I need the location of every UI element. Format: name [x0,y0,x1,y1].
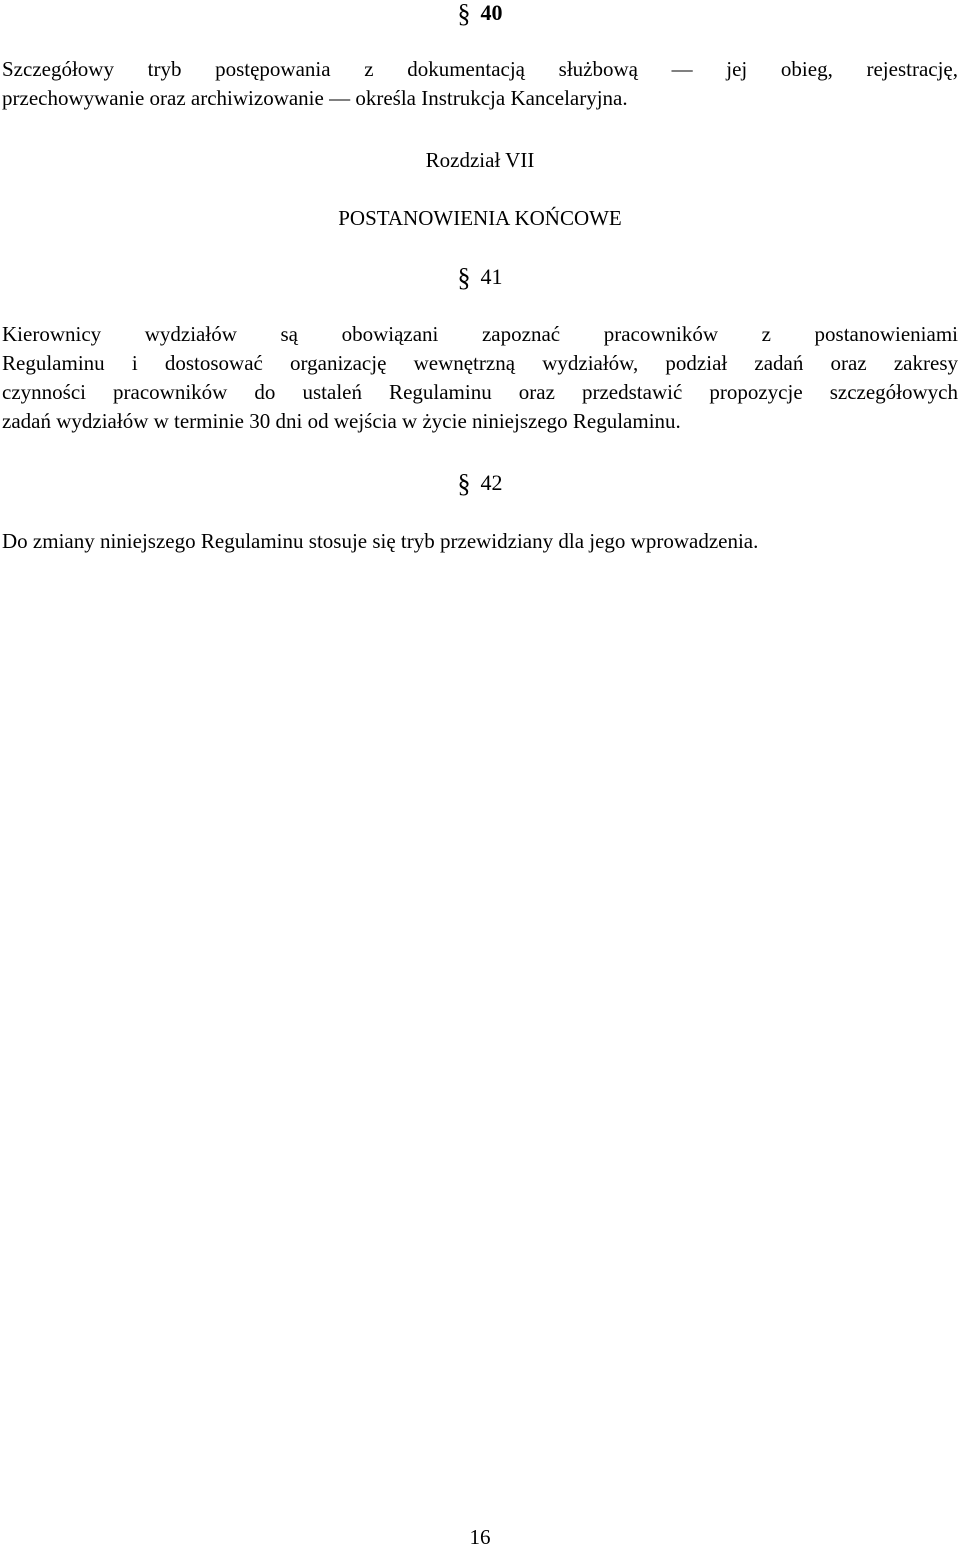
text-line: czynności pracowników do ustaleń Regulaminu oraz przedstawić propozycje szczegółowych [2,380,958,404]
section-42-text [2,527,958,556]
section-40-text [2,55,958,113]
section-symbol: § [457,263,471,292]
section-number: 41 [480,264,503,289]
section-symbol: § [457,0,471,28]
section-number: 40 [480,0,503,25]
text-line: przechowywanie oraz archiwizowanie — określa Instrukcja Kancelaryjna. [2,86,628,110]
section-42-heading [0,470,960,497]
text-line: Regulaminu i dostosować organizację wewnętrzną wydziałów, podział zadań oraz zakresy [2,351,958,375]
text-line: Kierownicy wydziałów są obowiązani zapoznać pracowników z postanowieniami [2,322,958,346]
page-number: 16 [469,1525,491,1549]
text-line: Szczegółowy tryb postępowania z dokumentacją służbową — jej obieg, rejestrację, [2,57,958,81]
section-number: 42 [480,470,503,495]
section-41-heading [0,264,960,291]
chapter-label: Rozdział VII [425,148,535,172]
section-41-text [2,320,958,436]
section-40-heading [0,0,960,27]
section-symbol: § [457,469,471,498]
chapter-title: POSTANOWIENIA KOŃCOWE [338,206,622,230]
text-line: Do zmiany niniejszego Regulaminu stosuje się tryb przewidziany dla jego wprowadzenia. [2,529,759,553]
text-line: zadań wydziałów w terminie 30 dni od wejścia w życie niniejszego Regulaminu. [2,409,681,433]
